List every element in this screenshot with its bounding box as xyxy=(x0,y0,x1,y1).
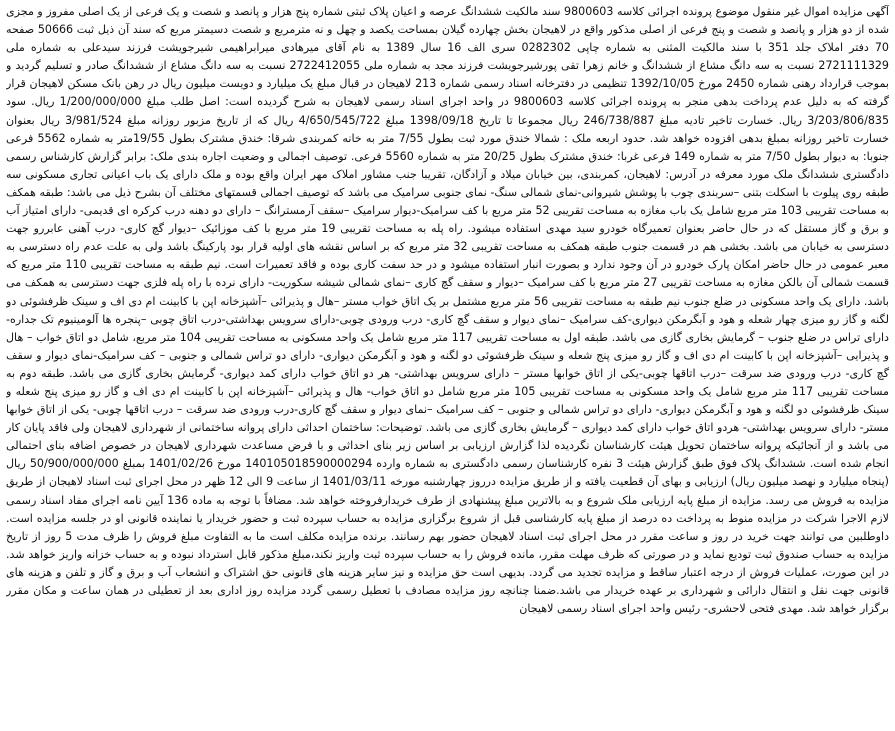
auction-notice-document xyxy=(6,3,889,728)
auction-notice-text: آگهی مزایده اموال غیر منقول موضوع پرونده اجرائی کلاسه 9800603 سند مالکیت ششدانگ عرصه و اعیان پلاک ثبتی شماره پنج هزار و پانصد و شصت و یک فرعی از یک اصلی مفروز و مجزی شده از دو هزار و پانصد و شصت و پنج فرعی از اصلی مذکور واقع در لاهیجان بخش چهارده گیلان بمساحت یکصد و چهل و نه مترمربع و شصت دسیمتر مربع که سند آن ذیل ثبت 50666 صفحه 70 دفتر املاک جلد 351 با سند مالکیت المثنی به شماره چاپی 0282302 سری الف 16 سال 1389 به نام آقای میرهادی میرابراهیمی شیرجویشت فرزند سیدعلی به شماره ملی 2721111329 نسبت به سه دانگ مشاع از ششدانگ و خانم زهرا تقی پورشیرجویشت فرزند مجد به شماره ملی 2722412055 نسبت به سه دانگ مشاع از ششدانگ صادر و تسلیم گردید و بموجب قرارداد رهنی شماره 2450 مورخ 1392/10/05 تنظیمی در دفترخانه اسناد رسمی شماره 213 لاهیجان در قبال مبلغ یک میلیارد و دویست میلیون ریال در رهن بانک مسکن لاهیجان قرار گرفته که به دلیل عدم پرداخت بدهی منجر به پرونده اجرائی کلاسه 9800603 در واحد اجرای اسناد رسمی لاهیجان به شرح گردیده است: اصل طلب مبلغ 1/200/000/000 ریال. سود 3/203/806/835 ریال. خسارت تاخیر تادیه مبلغ 246/738/887 ریال مجموعا تا تاریخ 1398/09/18 مبلغ 4/650/545/722 ریال که از تاریخ مزبور روزانه مبلغ 3/981/524 ریال بعنوان خسارت تاخیر روزانه بمبلغ بدهی افزوده خواهد شد. حدود اربعه ملک : شمالا خندق مورد ثبت بطول 7/55 متر به خانه کمربندی شرقا: خندق مشترک بطول 19/55متر به شماره 5562 فرعی جنوبا: به دیوار بطول 7/50 متر به شماره 149 فرعی غربا: خندق مشترک بطول 20/25 متر به شماره 5560 فرعی. توصیف اجمالی و وضعیت اجاره بندی ملک: برابر گزارش کارشناس رسمی دادگستری ششدانگ ملک مورد معرفه در آدرس: لاهیجان، کمربندی، بین خیابان میلاد و آزادگان، تقریبا جنب مشاور املاک مهر ایران واقع بوده و ملک دارای یک باب اعیانی تجاری مسکونی سه طبقه روی پیلوت با اسکلت بتنی –سربندی چوب با پوشش شیروانی-نمای شمالی سنگ- نمای جنوبی سرامیک می باشد که توصیف اجمالی قسمتهای مختلف آن بشرح ذیل می باشد: طبقه همکف به مساحت تقریبی 103 متر مربع شامل یک باب مغازه به مساحت تقریبی 52 متر مربع با کف سرامیک-دیوار سرامیک –سقف آرمسترانگ – دارای دو دهنه درب کرکره ای قدیمی- دارای امتیاز آب و برق و گاز مستقل که در حال حاضر بعنوان تعمیرگاه خودرو سید مهدی استفاده میشود. راه پله به مساحت تقریبی 19 متر مربع با کف موزائیک –دیوار گچ کاری- درب آهنی عابررو جهت دسترسی به خیابان می باشد. بخشی هم در قسمت جنوب طبقه همکف به مساحت تقریبی 32 متر مربع که بر اساس نقشه های اولیه قرار بود پارکینگ باشد ولی به علت عدم راه دسترسی به معبر عمومی در حال حاضر امکان پارک خودرو در آن وجود ندارد و بصورت انبار استفاده میشود و در حد سفت کاری بوده و فاقد تعمیرات است. نیم طبقه به مساحت تقریبی 110 متر مربع که قسمت شمالی آن بالکن مغازه به مساحت تقریبی 27 متر مربع با کف سرامیک –دیوار و سقف گچ کاری –نمای شمالی شیشه سکوریت- دارای نرده با راه پله فلزی جهت دسترسی به همکف می باشد. دارای یک واحد مسکونی در ضلع جنوب نیم طبقه به مساحت تقریبی 56 متر مربع مشتمل بر یک اتاق خواب مستر –هال و پذیرائی –آشپزخانه اپن با کابینت ام دی اف و سینک ظرفشوئی دو لگنه و گاز رو میزی چهار شعله و هود و آبگرمکن دیواری-کف سرامیک –نمای دیوار و سقف گچ کاری- درب ورودی چوبی-دارای سرویس بهداشتی-درب اتاق چوبی –پنجره ها آلومینیوم تک جداره-دارای تراس در ضلع جنوب – گرمایش بخاری گازی می باشد. طبقه اول به مساحت تقریبی 117 متر مربع شامل یک واحد مسکونی به مساحت تقریبی 104 متر مربع، شامل دو اتاق خواب – هال و پذیرایی –آشپزخانه اپن با کابینت ام دی اف و گاز رو میزی پنج شعله و سینک ظرفشوئی دو لگنه و هود و آبگرمکن دیواری- دارای دو تراس شمالی و جنوبی – کف سرامیک-نمای دیوار و سقف گچ کاری- درب ورودی ضد سرقت –درب اتاقها چوبی-یکی از اتاق خوابها مستر – دارای سرویس بهداشتی- هر دو اتاق خواب دارای کمد دیواری- گرمایش بخاری گازی می باشد. طبقه دوم به مساحت تقریبی 117 متر مربع شامل یک واحد مسکونی به مساحت تقریبی 105 متر مربع شامل دو اتاق خواب- هال و پذیرائی –آشپزخانه اپن با کابینت ام دی اف و گاز رو میزی پنج شعله و سینک ظرفشوئی دو لگنه و هود و آبگرمکن دیواری- دارای دو تراس شمالی و جنوبی – کف سرامیک –نمای دیوار و سقف گچ کاری-درب ورودی ضد سرقت – درب اتاقها چوبی- یکی از اتاق خوابها مستر- دارای سرویس بهداشتی- هردو اتاق خواب دارای کمد دیواری – گرمایش بخاری گازی می باشد. توضیحات: ساختمان احداثی دارای پروانه ساختمانی از شهرداری لاهیجان ولی فاقد پایان کار می باشد و از آنجائیکه پروانه ساختمان تحویل هیئت کارشناسان نگردیده لذا گزارش ارزیابی بر اساس زیر بنای احداثی و با فرض مساعدت شهرداری لاهیجان در خصوص اضافه بنای احتمالی انجام شده است. ششدانگ پلاک فوق طبق گزارش هیئت 3 نفره کارشناسان رسمی دادگستری به شماره وارده 140105018590000294 مورخ 1401/02/26 بمبلغ 50/900/000/000 ریال (پنجاه میلیارد و نهصد میلیون ریال) ارزیابی و بهای آن قطعیت یافته و از طریق مزایده درروز چهارشنبه مورخه 1401/03/11 از ساعت 9 الی 12 ظهر در محل اجرای ثبت اسناد لاهیجان از طریق مزایده به فروش می رسد. مزایده از مبلغ پایه ارزیابی ملک شروع و به بالاترین مبلغ پیشنهادی از طرف خریدارفروخته خواهد شد. مضافاً با توجه به ماده 136 آیین نامه اجرای مفاد اسناد رسمی لازم الاجرا شرکت در مزایده منوط به پرداخت ده درصد از مبلغ پایه کارشناسی قبل از شروع برگزاری مزایده به حساب سپرده ثبت و حضور خریدار یا نماینده قانونی او در جلسه مزایده است. داوطلبین می توانند جهت خرید در روز و ساعت مقرر در محل اجرای ثبت اسناد لاهیجان حضور بهم رسانند. برنده مزایده مکلف است ما به التفاوت مبلغ فروش را ظرف مدت 5 روز از تاریخ مزایده به حساب صندوق ثبت تودیع نماید و در صورتی که ظرف مهلت مقرر، مانده فروش را به حساب سپرده ثبت واریز نکند،مبلغ مذکور قابل استرداد نبوده و به حساب خزانه واریز خواهد شد. در این صورت، عملیات فروش از درجه اعتبار ساقط و مزایده تجدید می گردد. بدیهی است حق مزایده و نیز سایر هزینه های قانونی حق اشتراک و انشعاب آب و برق و گاز و تلفن و هزینه های قانونی جهت نقل و انتقال دارائی و شهرداری بر عهده خریدار می باشد.ضمنا چنانچه روز مزایده مصادف با تعطیل رسمی گردد مزایده روز اداری بعد از تعطیلی در همان ساعت و مکان مقرر برگزار خواهد شد. مهدی فتحی لاحشری- رئیس واحد اجرای اسناد رسمی لاهیجان xyxy=(6,5,889,616)
